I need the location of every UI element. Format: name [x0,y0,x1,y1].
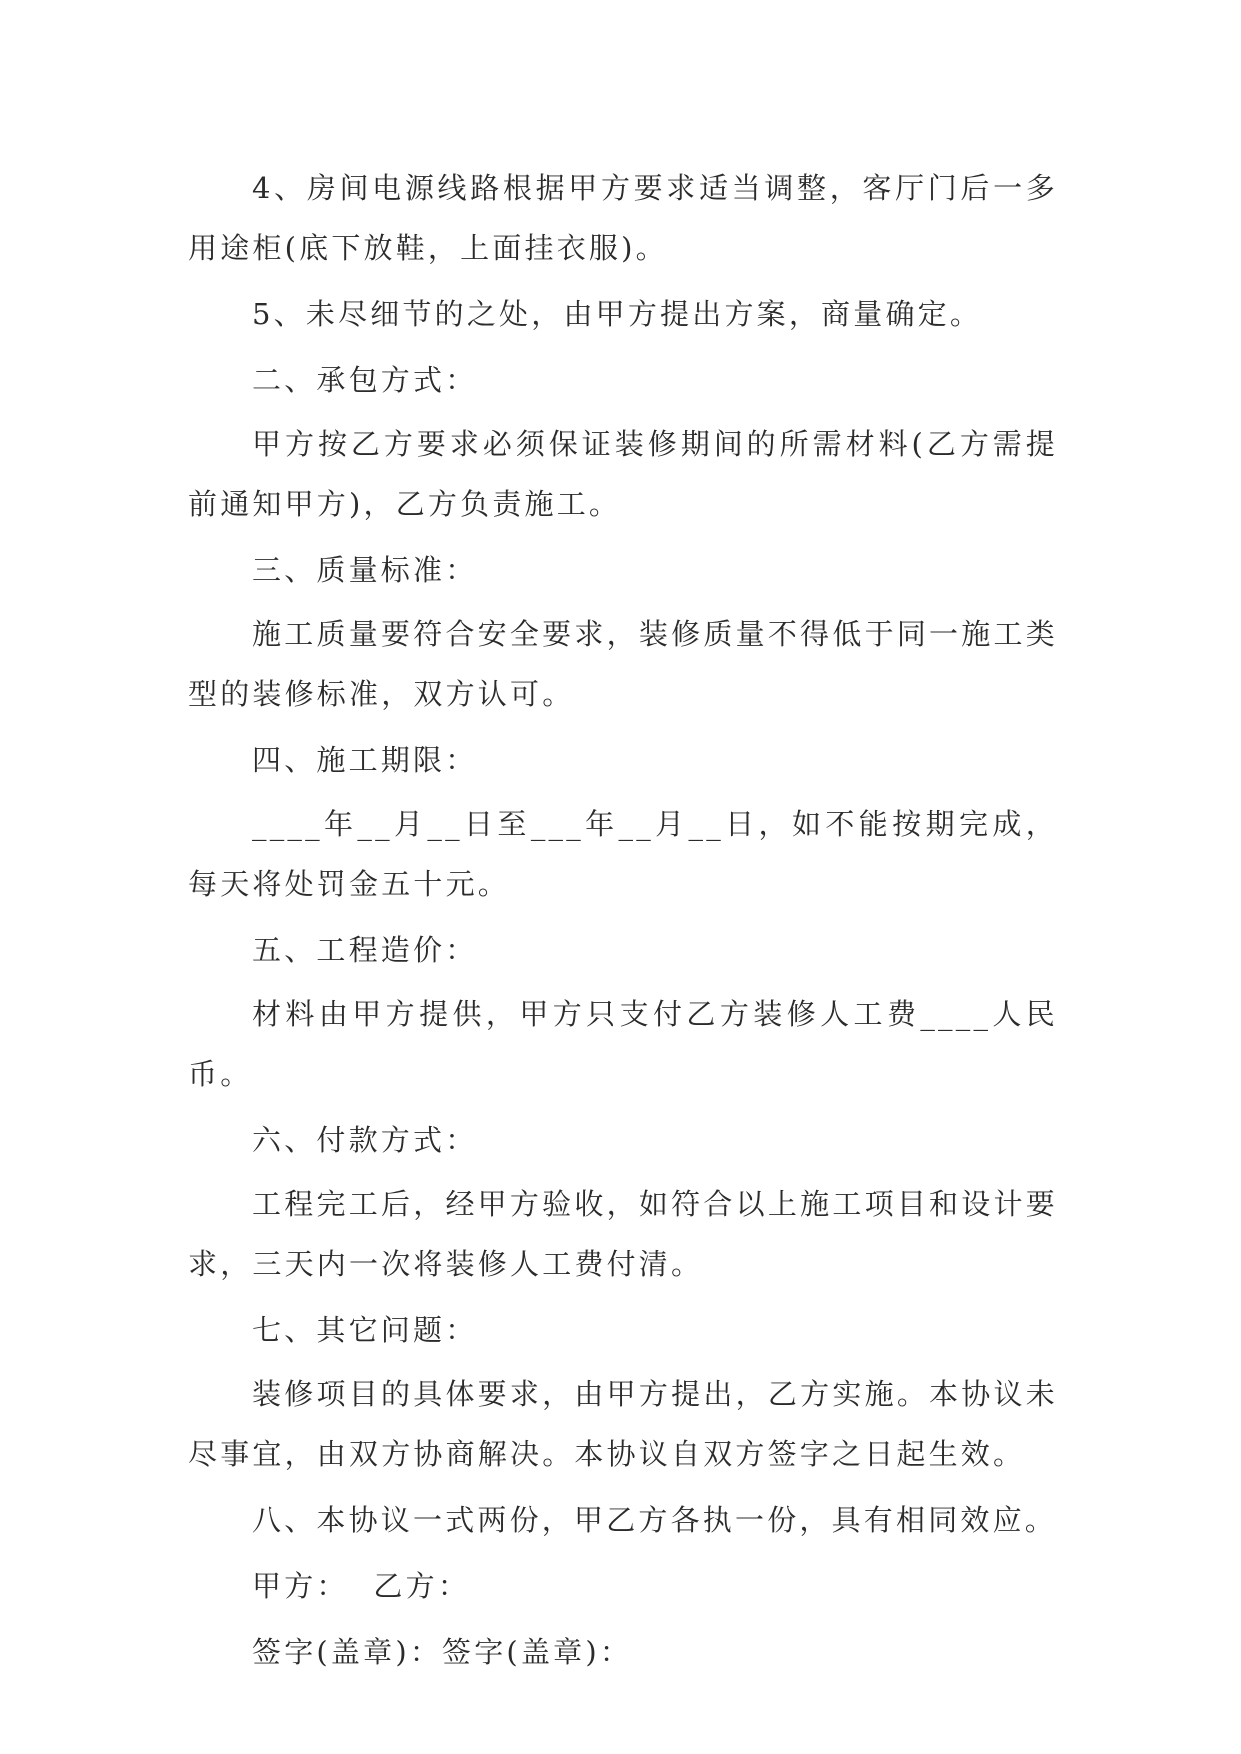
section-heading-quality-standard: 三、质量标准： [252,553,478,587]
section-body-quality-standard: 施工质量要符合安全要求，装修质量不得低于同一施工类型的装修标准，双方认可。 [188,617,1058,711]
section-body-contract-method: 甲方按乙方要求必须保证装修期间的所需材料(乙方需提前通知甲方)，乙方负责施工。 [188,427,1058,521]
section-body-construction-period: ____年__月__日至___年__月__日，如不能按期完成，每天将处罚金五十元。 [188,807,1058,901]
section-body-payment-method: 工程完工后，经甲方验收，如符合以上施工项目和设计要求，三天内一次将装修人工费付清。 [188,1187,1058,1281]
section-heading-payment-method: 六、付款方式： [252,1123,478,1157]
section-heading-contract-method: 二、承包方式： [252,363,478,397]
section-heading-other-issues: 七、其它问题： [252,1313,478,1347]
clause-item-5: 5、未尽细节的之处，由甲方提出方案，商量确定。 [252,297,983,331]
section-body-other-issues: 装修项目的具体要求，由甲方提出，乙方实施。本协议未尽事宜，由双方协商解决。本协议自双方签字之日起生效。 [188,1377,1058,1471]
section-body-project-cost: 材料由甲方提供，甲方只支付乙方装修人工费____人民币。 [188,997,1058,1091]
section-heading-construction-period: 四、施工期限： [252,743,478,777]
signature-labels: 签字(盖章)：签字(盖章)： [252,1635,633,1669]
clause-item-4: 4、房间电源线路根据甲方要求适当调整，客厅门后一多用途柜(底下放鞋，上面挂衣服)。 [188,171,1058,265]
section-copies-clause: 八、本协议一式两份，甲乙方各执一份，具有相同效应。 [252,1503,1058,1537]
section-heading-project-cost: 五、工程造价： [252,933,478,967]
document-body [188,158,1058,1688]
party-labels: 甲方： 乙方： [252,1569,471,1603]
